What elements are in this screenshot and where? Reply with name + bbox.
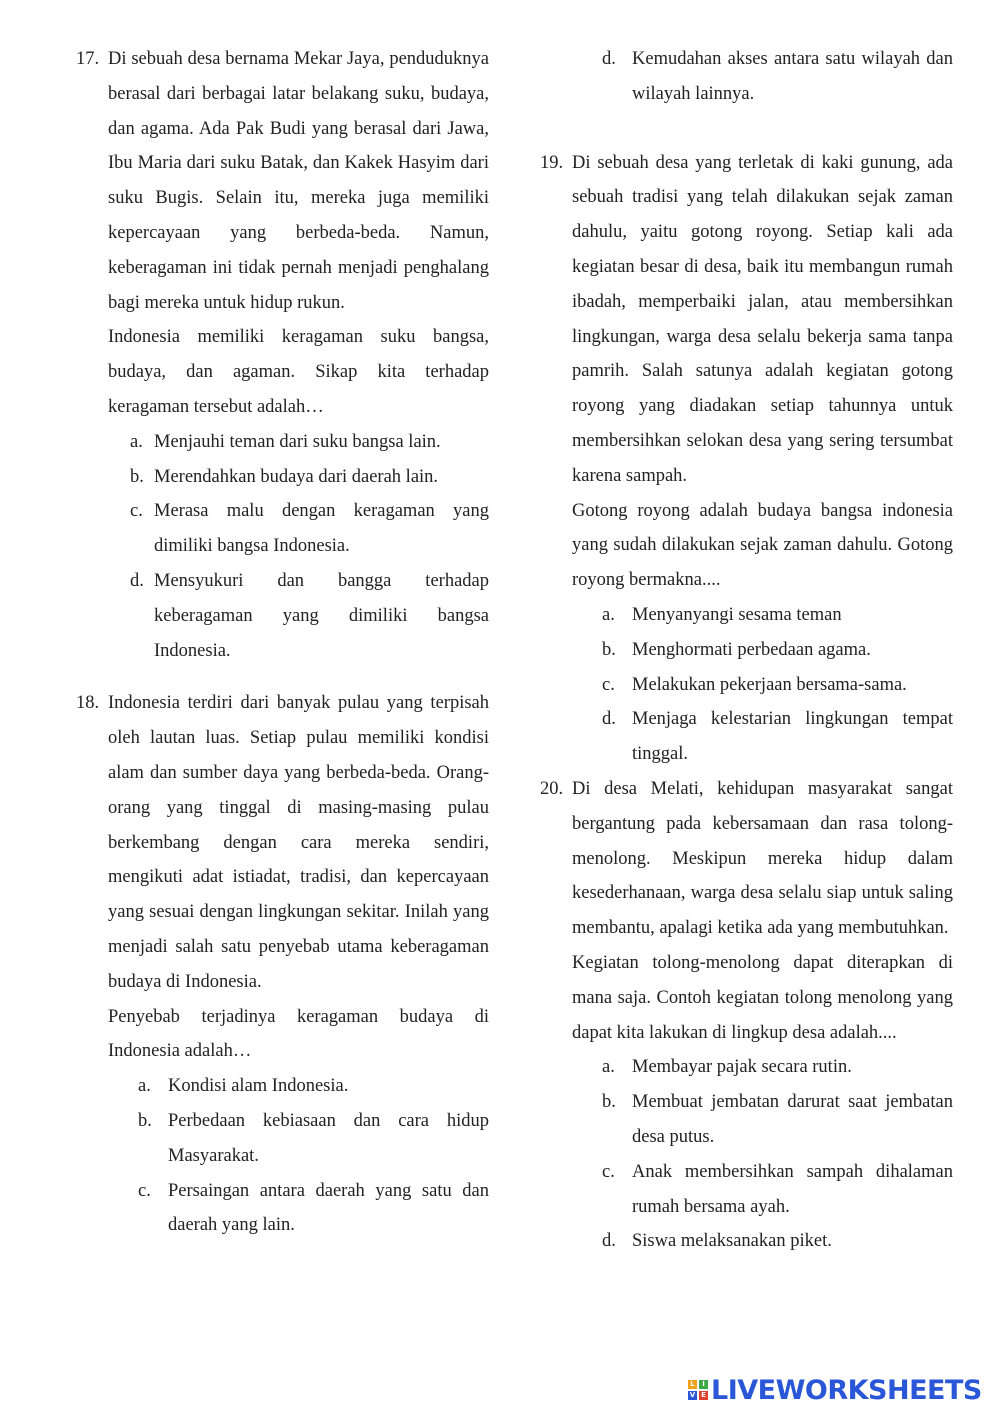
question-17 — [76, 42, 489, 668]
option-text: Anak membersihkan sampah dihalaman rumah bersama ayah. — [632, 1161, 953, 1217]
option-letter: d. — [602, 49, 616, 69]
option-text: Perbedaan kebiasaan dan cara hidup Masyarakat. — [168, 1110, 489, 1166]
liveworksheets-mark-icon: L I V E — [688, 1380, 708, 1400]
question-number: 19. — [540, 152, 564, 173]
question-stem: Di sebuah desa bernama Mekar Jaya, penduduknya berasal dari berbagai latar belakang suku, budaya, dan agama. Ada Pak Budi yang berasal dari Jawa, Ibu Maria dari suku Batak, dan Kakek Hasyim dari suku Bugis. Selain itu, mereka juga memiliki kepercayaan yang berbeda-beda. Namun, keberagaman ini tidak pernah menjadi penghalang bagi mereka untuk hidup rukun. — [108, 49, 489, 313]
question-prompt: Kegiatan tolong-menolong dapat diterapkan di mana saja. Contoh kegiatan tolong menolong yang dapat kita lakukan di lingkup desa adalah.... — [572, 952, 953, 1043]
question-stem: Di desa Melati, kehidupan masyarakat sangat bergantung pada kebersamaan dan rasa tolong-menolong. Meskipun mereka hidup dalam kesederhanaan, warga desa selalu siap untuk saling membantu, apalagi ketika ada yang membutuhkan. — [572, 778, 953, 939]
option-letter: a. — [602, 1057, 615, 1078]
question-prompt: Indonesia memiliki keragaman suku bangsa, budaya, dan agaman. Sikap kita terhadap keragaman tersebut adalah… — [108, 327, 489, 417]
question-number: 20. — [540, 778, 564, 799]
option-letter: d. — [130, 570, 144, 591]
question-prompt: Gotong royong adalah budaya bangsa indonesia yang sudah dilakukan sejak zaman dahulu. Gotong royong bermakna.... — [572, 500, 953, 591]
option-text: Persaingan antara daerah yang satu dan daerah yang lain. — [168, 1180, 489, 1236]
option-a[interactable] — [572, 1050, 953, 1085]
option-letter: c. — [130, 501, 143, 522]
question-18-continued — [540, 42, 953, 112]
question-number: 17. — [76, 49, 100, 69]
option-d[interactable] — [572, 702, 953, 772]
option-c[interactable] — [572, 668, 953, 703]
left-column — [76, 42, 489, 1243]
question-20 — [540, 772, 953, 1259]
question-prompt: Penyebab terjadinya keragaman budaya di Indonesia adalah… — [108, 1006, 489, 1062]
option-text: Membuat jembatan darurat saat jembatan desa putus. — [632, 1092, 953, 1147]
option-text: Kemudahan akses antara satu wilayah dan wilayah lainnya. — [632, 49, 953, 104]
question-number: 18. — [76, 693, 100, 714]
question-19 — [540, 146, 953, 772]
answer-options — [108, 1069, 489, 1243]
option-text: Menyanyangi sesama teman — [632, 604, 842, 625]
option-letter: b. — [130, 466, 144, 487]
option-text: Merendahkan budaya dari daerah lain. — [154, 466, 439, 487]
option-a[interactable] — [108, 425, 489, 460]
option-letter: c. — [602, 674, 615, 695]
option-text: Merasa malu dengan keragaman yang dimiliki bangsa Indonesia. — [154, 501, 489, 557]
option-letter: c. — [602, 1161, 615, 1182]
option-letter: b. — [602, 639, 616, 660]
question-stem: Di sebuah desa yang terletak di kaki gunung, ada sebuah tradisi yang telah dilakukan sejak zaman dahulu, yaitu gotong royong. Setiap kali ada kegiatan besar di desa, baik itu membangun rumah ibadah, memperbaiki jalan, atau membersihkan lingkungan, warga desa selalu bekerja sama tanpa pamrih. Salah satunya adalah kegiatan gotong royong yang diadakan setiap tahunnya untuk membersihkan selokan desa yang sering tersumbat karena sampah. — [572, 152, 953, 486]
answer-options — [572, 1050, 953, 1259]
option-text: Melakukan pekerjaan bersama-sama. — [632, 674, 907, 695]
option-text: Menjauhi teman dari suku bangsa lain. — [154, 431, 441, 452]
option-letter: b. — [138, 1110, 152, 1131]
option-text: Mensyukuri dan bangga terhadap keberagaman yang dimiliki bangsa Indonesia. — [154, 570, 489, 661]
question-stem: Indonesia terdiri dari banyak pulau yang terpisah oleh lautan luas. Setiap pulau memiliki kondisi alam dan sumber daya yang berbeda-beda. Orang-orang yang tinggal di masing-masing pulau berkembang dengan cara mereka sendiri, mengikuti adat istiadat, tradisi, dan kepercayaan yang sesuai dengan lingkungan sekitar. Inilah yang menjadi salah satu penyebab utama keberagaman budaya di Indonesia. — [108, 693, 489, 992]
option-b[interactable] — [108, 1104, 489, 1174]
option-text: Menghormati perbedaan agama. — [632, 639, 871, 660]
option-c[interactable] — [108, 494, 489, 564]
option-text: Menjaga kelestarian lingkungan tempat tinggal. — [632, 709, 953, 765]
option-b[interactable] — [108, 460, 489, 495]
right-column — [540, 42, 953, 1259]
option-d[interactable] — [572, 1224, 953, 1259]
option-c[interactable] — [108, 1174, 489, 1244]
liveworksheets-logo[interactable] — [688, 1374, 982, 1406]
option-letter: c. — [138, 1180, 151, 1201]
option-letter: b. — [602, 1092, 616, 1113]
question-18 — [76, 686, 489, 1243]
option-b[interactable] — [572, 1085, 953, 1155]
option-text: Siswa melaksanakan piket. — [632, 1231, 832, 1252]
option-d[interactable] — [572, 42, 953, 112]
answer-options — [108, 425, 489, 669]
option-letter: a. — [130, 431, 143, 452]
liveworksheets-wordmark: LIVEWORKSHEETS — [711, 1374, 982, 1406]
option-letter: a. — [602, 604, 615, 625]
answer-options — [572, 42, 953, 112]
option-a[interactable] — [572, 598, 953, 633]
option-a[interactable] — [108, 1069, 489, 1104]
option-text: Membayar pajak secara rutin. — [632, 1057, 852, 1078]
option-letter: d. — [602, 1231, 616, 1252]
option-d[interactable] — [108, 564, 489, 668]
option-b[interactable] — [572, 633, 953, 668]
option-text: Kondisi alam Indonesia. — [168, 1076, 349, 1097]
option-letter: a. — [138, 1076, 151, 1097]
option-c[interactable] — [572, 1155, 953, 1225]
answer-options — [572, 598, 953, 772]
option-letter: d. — [602, 709, 616, 730]
